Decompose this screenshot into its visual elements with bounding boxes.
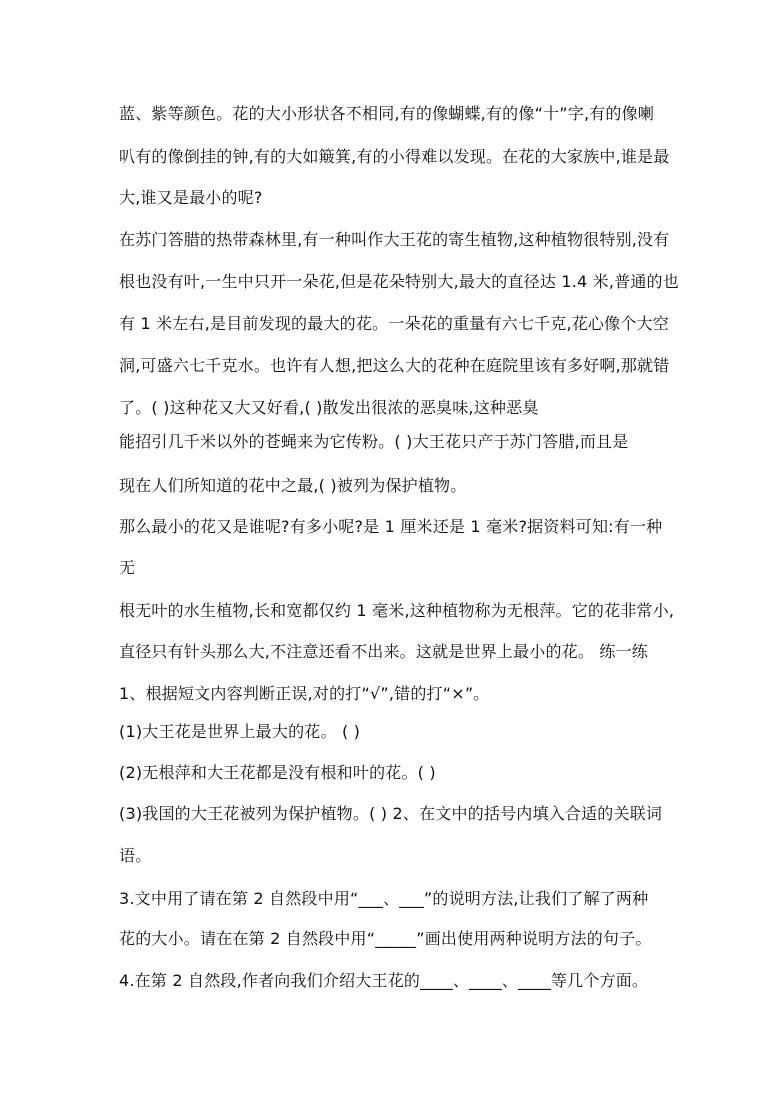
text-line: 洞,可盛六七千克水。也许有人想,把这么大的花种在庭院里该有多好啊,那就错 [119,356,670,375]
text-line: 根也没有叶,一生中只开一朵花,但是花朵特别大,最大的直径达 1.4 米,普通的也 [119,272,679,291]
text-line: 现在人们所知道的花中之最,( )被列为保护植物。 [119,476,467,495]
text-line: 大,谁又是最小的呢? [119,188,263,207]
question-line: 3.文中用了请在第 2 自然段中用“___、___”的说明方法,让我们了解了两种 [119,889,649,908]
text-line: 无 [119,558,136,577]
text-line: 蓝、紫等颜色。花的大小形状各不相同,有的像蝴蝶,有的像“十”字,有的像喇 [119,104,655,123]
text-line: 有 1 米左右,是目前发现的最大的花。一朵花的重量有六七千克,花心像个大空 [119,314,669,333]
question-line: (3)我国的大王花被列为保护植物。( ) 2、在文中的括号内填入合适的关联词 [119,804,663,823]
text-line: 在苏门答腊的热带森林里,有一种叫作大王花的寄生植物,这种植物很特别,没有 [119,230,670,249]
text-line: 能招引几千米以外的苍蝇来为它传粉。( )大王花只产于苏门答腊,而且是 [119,432,629,451]
text-line: 根无叶的水生植物,长和宽都仅约 1 毫米,这种植物称为无根萍。它的花非常小, [119,601,675,620]
text-line: 那么最小的花又是谁呢?有多小呢?是 1 厘米还是 1 毫米?据资料可知:有一种 [119,517,663,536]
text-line: 直径只有针头那么大,不注意还看不出来。这就是世界上最小的花。 练一练 [119,642,648,661]
question-line: 花的大小。请在在第 2 自然段中用“_____”画出使用两种说明方法的句子。 [119,929,652,948]
question-line: 语。 [119,846,152,865]
text-line: 了。( )这种花又大又好看,( )散发出很浓的恶臭味,这种恶臭 [119,398,539,417]
question-line: (1)大王花是世界上最大的花。 ( ) [119,722,361,741]
question-line: 1、根据短文内容判断正误,对的打“√”,错的打“×”。 [119,684,490,703]
question-line: 4.在第 2 自然段,作者向我们介绍大王花的____、____、____等几个方面。 [119,971,649,990]
question-line: (2)无根萍和大王花都是没有根和叶的花。( ) [119,763,436,782]
text-line: 叭有的像倒挂的钟,有的大如簸箕,有的小得难以发现。在花的大家族中,谁是最 [119,147,670,166]
